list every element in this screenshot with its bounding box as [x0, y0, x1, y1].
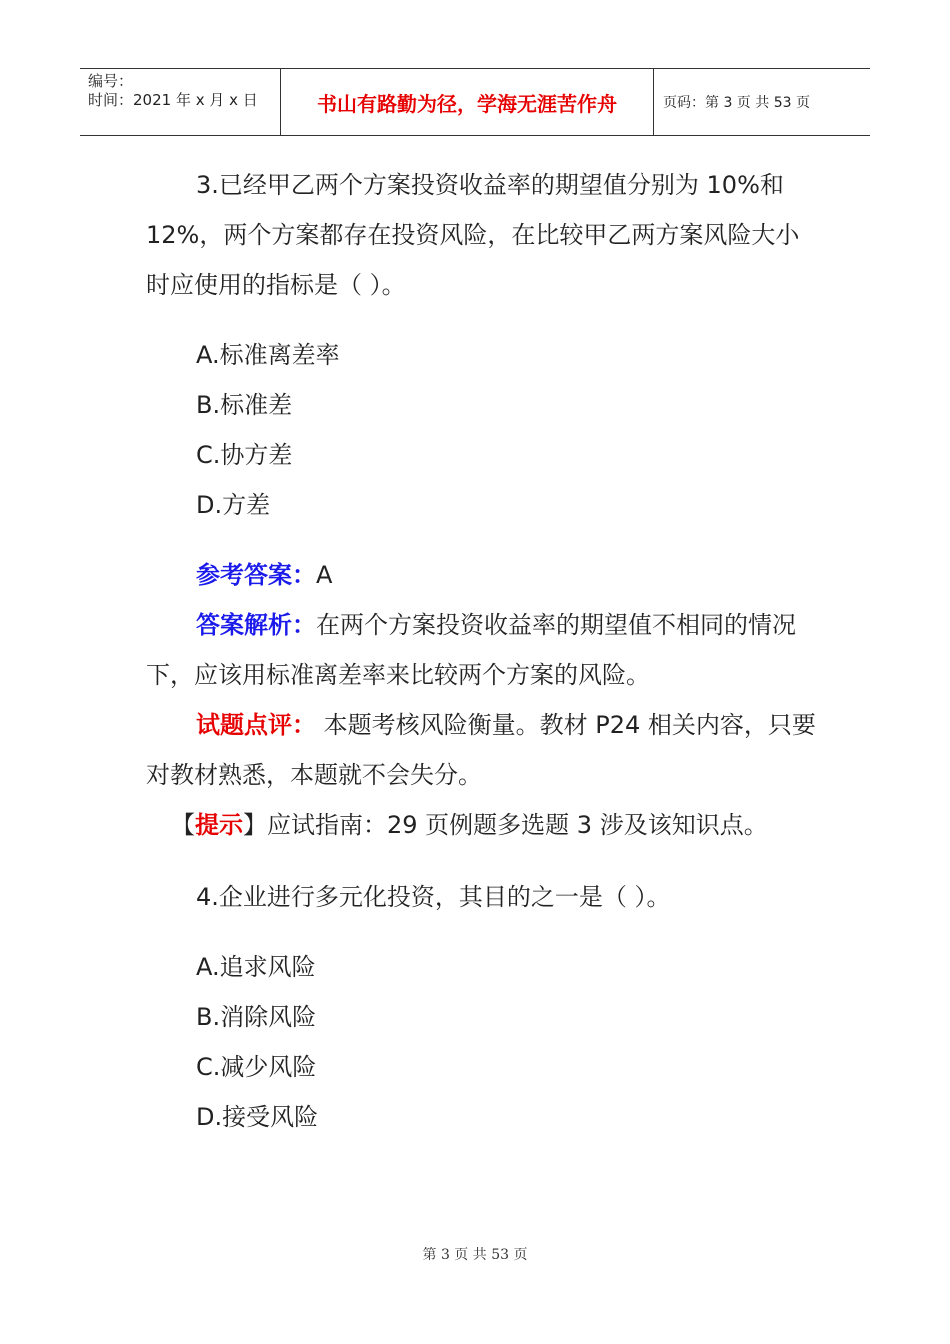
serial-label: 编号：: [88, 72, 134, 90]
reference-answer: [146, 550, 816, 600]
question-comment: [146, 700, 816, 800]
comment-label: 试题点评：: [196, 711, 316, 739]
question-4-option-a: A.追求风险: [196, 953, 316, 981]
question-4-option-d: D.接受风险: [196, 1103, 319, 1131]
analysis-text: 在两个方案投资收益率的期望值不相同的情况下，应该用标准离差率来比较两个方案的风险。: [146, 611, 796, 689]
tip-label: 提示: [195, 811, 243, 839]
tip-open-bracket: 【: [171, 811, 195, 839]
tip-line: [146, 800, 816, 850]
header-page-info: 页码：第 3 页 共 53 页: [663, 95, 810, 111]
analysis-label: 答案解析：: [196, 611, 316, 639]
question-3-option-d: D.方差: [196, 491, 271, 519]
time-label: 时间：2021 年 x 月 x 日: [88, 91, 258, 109]
question-3-option-a: A.标准离差率: [196, 341, 340, 369]
header-meta: [80, 69, 281, 135]
answer-label: 参考答案：: [196, 561, 316, 589]
tip-close-bracket: 】: [243, 811, 267, 839]
tip-text: 应试指南：29 页例题多选题 3 涉及该知识点。: [267, 811, 768, 839]
answer-analysis: [146, 600, 816, 700]
page-footer: 第 3 页 共 53 页: [422, 1247, 528, 1263]
page-header: [80, 68, 870, 136]
question-4-option-c: C.减少风险: [196, 1053, 317, 1081]
comment-text: 本题考核风险衡量。教材 P24 相关内容，只要对教材熟悉，本题就不会失分。: [146, 711, 816, 789]
answer-value: A: [316, 561, 333, 589]
question-3-option-b: B.标准差: [196, 391, 293, 419]
question-3-option-c: C.协方差: [196, 441, 293, 469]
question-4-option-b: B.消除风险: [196, 1003, 317, 1031]
document-body: [146, 160, 816, 1142]
header-motto: 书山有路勤为径，学海无涯苦作舟: [281, 69, 654, 135]
question-3-stem: 3.已经甲乙两个方案投资收益率的期望值分别为 10%和 12%，两个方案都存在投资风险，在比较甲乙两方案风险大小时应使用的指标是（ ）。: [146, 171, 800, 299]
question-4-stem: 4.企业进行多元化投资，其目的之一是（ ）。: [196, 883, 671, 911]
